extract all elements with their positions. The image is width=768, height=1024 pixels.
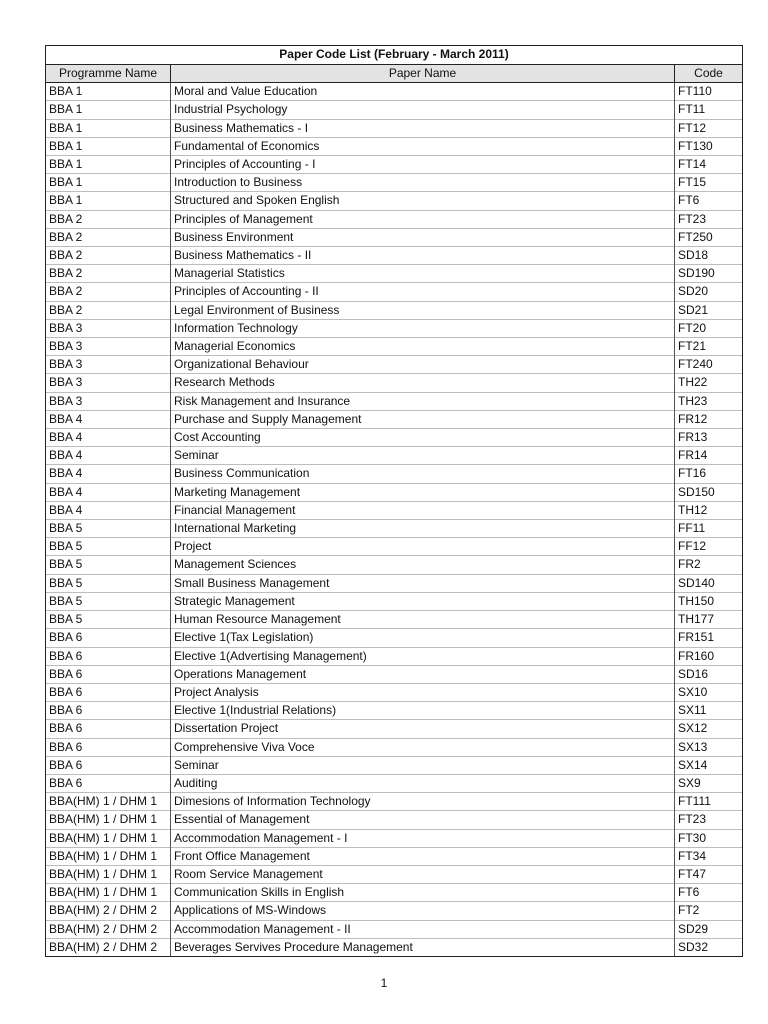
table-row xyxy=(46,611,743,629)
paper-name-cell: Project xyxy=(171,538,675,556)
paper-name-cell: Operations Management xyxy=(171,665,675,683)
paper-name-cell: Applications of MS-Windows xyxy=(171,902,675,920)
paper-name-cell: Communication Skills in English xyxy=(171,884,675,902)
code-cell: FT23 xyxy=(675,210,743,228)
paper-name-cell: Seminar xyxy=(171,756,675,774)
code-cell: FF12 xyxy=(675,538,743,556)
programme-cell: BBA 1 xyxy=(46,174,171,192)
programme-cell: BBA 5 xyxy=(46,538,171,556)
paper-name-cell: Information Technology xyxy=(171,319,675,337)
code-cell: FR13 xyxy=(675,429,743,447)
paper-name-cell: Business Mathematics - I xyxy=(171,119,675,137)
table-row xyxy=(46,774,743,792)
code-cell: FT20 xyxy=(675,319,743,337)
column-header-paper: Paper Name xyxy=(171,65,675,83)
table-row xyxy=(46,829,743,847)
programme-cell: BBA 1 xyxy=(46,119,171,137)
code-cell: FT130 xyxy=(675,137,743,155)
programme-cell: BBA 6 xyxy=(46,683,171,701)
code-cell: FT23 xyxy=(675,811,743,829)
paper-name-cell: International Marketing xyxy=(171,520,675,538)
paper-name-cell: Elective 1(Advertising Management) xyxy=(171,647,675,665)
programme-cell: BBA 6 xyxy=(46,774,171,792)
code-cell: FR151 xyxy=(675,629,743,647)
code-cell: FR12 xyxy=(675,410,743,428)
programme-cell: BBA(HM) 2 / DHM 2 xyxy=(46,902,171,920)
table-row xyxy=(46,429,743,447)
paper-name-cell: Business Mathematics - II xyxy=(171,247,675,265)
paper-name-cell: Structured and Spoken English xyxy=(171,192,675,210)
code-cell: FT16 xyxy=(675,465,743,483)
programme-cell: BBA(HM) 2 / DHM 2 xyxy=(46,938,171,956)
paper-name-cell: Fundamental of Economics xyxy=(171,137,675,155)
table-title: Paper Code List (February - March 2011) xyxy=(46,46,743,65)
programme-cell: BBA 1 xyxy=(46,101,171,119)
code-cell: TH22 xyxy=(675,374,743,392)
paper-name-cell: Managerial Economics xyxy=(171,338,675,356)
code-cell: FT6 xyxy=(675,884,743,902)
paper-name-cell: Comprehensive Viva Voce xyxy=(171,738,675,756)
paper-name-cell: Strategic Management xyxy=(171,592,675,610)
programme-cell: BBA 1 xyxy=(46,137,171,155)
table-row xyxy=(46,902,743,920)
programme-cell: BBA 4 xyxy=(46,447,171,465)
table-row xyxy=(46,629,743,647)
table-row xyxy=(46,319,743,337)
code-cell: TH12 xyxy=(675,501,743,519)
code-cell: FT6 xyxy=(675,192,743,210)
code-cell: SD32 xyxy=(675,938,743,956)
paper-name-cell: Business Environment xyxy=(171,228,675,246)
column-header-programme: Programme Name xyxy=(46,65,171,83)
table-row xyxy=(46,101,743,119)
programme-cell: BBA 6 xyxy=(46,629,171,647)
table-row xyxy=(46,483,743,501)
code-cell: SX13 xyxy=(675,738,743,756)
paper-name-cell: Management Sciences xyxy=(171,556,675,574)
programme-cell: BBA 3 xyxy=(46,338,171,356)
table-row xyxy=(46,301,743,319)
code-cell: FT11 xyxy=(675,101,743,119)
paper-name-cell: Beverages Servives Procedure Management xyxy=(171,938,675,956)
paper-name-cell: Principles of Management xyxy=(171,210,675,228)
table-row xyxy=(46,520,743,538)
programme-cell: BBA 6 xyxy=(46,738,171,756)
code-cell: SD140 xyxy=(675,574,743,592)
code-cell: SX10 xyxy=(675,683,743,701)
code-cell: FT34 xyxy=(675,847,743,865)
paper-name-cell: Industrial Psychology xyxy=(171,101,675,119)
table-body xyxy=(46,83,743,957)
programme-cell: BBA(HM) 1 / DHM 1 xyxy=(46,829,171,847)
paper-name-cell: Dimesions of Information Technology xyxy=(171,793,675,811)
table-row xyxy=(46,811,743,829)
table-row xyxy=(46,847,743,865)
code-cell: FT30 xyxy=(675,829,743,847)
paper-name-cell: Cost Accounting xyxy=(171,429,675,447)
paper-name-cell: Project Analysis xyxy=(171,683,675,701)
column-header-row xyxy=(46,65,743,83)
code-cell: FT47 xyxy=(675,865,743,883)
code-cell: FR2 xyxy=(675,556,743,574)
table-row xyxy=(46,884,743,902)
column-header-code: Code xyxy=(675,65,743,83)
programme-cell: BBA 3 xyxy=(46,356,171,374)
programme-cell: BBA 5 xyxy=(46,520,171,538)
code-cell: FR14 xyxy=(675,447,743,465)
programme-cell: BBA(HM) 1 / DHM 1 xyxy=(46,884,171,902)
code-cell: TH23 xyxy=(675,392,743,410)
programme-cell: BBA 5 xyxy=(46,611,171,629)
table-row xyxy=(46,265,743,283)
paper-name-cell: Purchase and Supply Management xyxy=(171,410,675,428)
code-cell: TH150 xyxy=(675,592,743,610)
table-row xyxy=(46,738,743,756)
paper-name-cell: Essential of Management xyxy=(171,811,675,829)
code-cell: SD21 xyxy=(675,301,743,319)
paper-code-sheet xyxy=(45,45,742,957)
table-row xyxy=(46,410,743,428)
paper-name-cell: Managerial Statistics xyxy=(171,265,675,283)
paper-name-cell: Accommodation Management - II xyxy=(171,920,675,938)
paper-name-cell: Principles of Accounting - II xyxy=(171,283,675,301)
code-cell: FT240 xyxy=(675,356,743,374)
table-row xyxy=(46,247,743,265)
programme-cell: BBA 6 xyxy=(46,702,171,720)
paper-name-cell: Organizational Behaviour xyxy=(171,356,675,374)
table-row xyxy=(46,356,743,374)
code-cell: SX11 xyxy=(675,702,743,720)
paper-name-cell: Human Resource Management xyxy=(171,611,675,629)
page-number: 1 xyxy=(380,976,388,990)
table-row xyxy=(46,538,743,556)
code-cell: FR160 xyxy=(675,647,743,665)
programme-cell: BBA 6 xyxy=(46,665,171,683)
programme-cell: BBA 6 xyxy=(46,647,171,665)
table-row xyxy=(46,720,743,738)
code-cell: SX12 xyxy=(675,720,743,738)
table-row xyxy=(46,501,743,519)
programme-cell: BBA(HM) 1 / DHM 1 xyxy=(46,865,171,883)
table-row xyxy=(46,447,743,465)
table-row xyxy=(46,392,743,410)
programme-cell: BBA 4 xyxy=(46,465,171,483)
programme-cell: BBA 3 xyxy=(46,319,171,337)
paper-name-cell: Introduction to Business xyxy=(171,174,675,192)
code-cell: SD150 xyxy=(675,483,743,501)
programme-cell: BBA(HM) 1 / DHM 1 xyxy=(46,793,171,811)
code-cell: SD29 xyxy=(675,920,743,938)
paper-code-table xyxy=(45,45,743,957)
programme-cell: BBA 5 xyxy=(46,556,171,574)
code-cell: FT110 xyxy=(675,83,743,101)
table-row xyxy=(46,865,743,883)
programme-cell: BBA 5 xyxy=(46,574,171,592)
programme-cell: BBA(HM) 1 / DHM 1 xyxy=(46,847,171,865)
code-cell: SX14 xyxy=(675,756,743,774)
code-cell: FT2 xyxy=(675,902,743,920)
table-row xyxy=(46,156,743,174)
paper-name-cell: Small Business Management xyxy=(171,574,675,592)
programme-cell: BBA 3 xyxy=(46,374,171,392)
code-cell: SD18 xyxy=(675,247,743,265)
programme-cell: BBA 2 xyxy=(46,247,171,265)
table-title-row xyxy=(46,46,743,65)
paper-name-cell: Principles of Accounting - I xyxy=(171,156,675,174)
table-row xyxy=(46,574,743,592)
paper-name-cell: Risk Management and Insurance xyxy=(171,392,675,410)
code-cell: TH177 xyxy=(675,611,743,629)
code-cell: FF11 xyxy=(675,520,743,538)
programme-cell: BBA 1 xyxy=(46,156,171,174)
table-row xyxy=(46,119,743,137)
paper-name-cell: Elective 1(Tax Legislation) xyxy=(171,629,675,647)
programme-cell: BBA 1 xyxy=(46,83,171,101)
paper-name-cell: Elective 1(Industrial Relations) xyxy=(171,702,675,720)
table-row xyxy=(46,283,743,301)
programme-cell: BBA 4 xyxy=(46,483,171,501)
paper-name-cell: Room Service Management xyxy=(171,865,675,883)
programme-cell: BBA 4 xyxy=(46,410,171,428)
table-row xyxy=(46,374,743,392)
programme-cell: BBA 2 xyxy=(46,228,171,246)
table-row xyxy=(46,702,743,720)
table-row xyxy=(46,592,743,610)
table-row xyxy=(46,83,743,101)
table-row xyxy=(46,665,743,683)
programme-cell: BBA(HM) 2 / DHM 2 xyxy=(46,920,171,938)
programme-cell: BBA 6 xyxy=(46,756,171,774)
paper-name-cell: Auditing xyxy=(171,774,675,792)
code-cell: SD20 xyxy=(675,283,743,301)
programme-cell: BBA 4 xyxy=(46,429,171,447)
paper-name-cell: Business Communication xyxy=(171,465,675,483)
table-row xyxy=(46,793,743,811)
table-row xyxy=(46,210,743,228)
programme-cell: BBA 2 xyxy=(46,301,171,319)
table-row xyxy=(46,647,743,665)
paper-name-cell: Financial Management xyxy=(171,501,675,519)
programme-cell: BBA 6 xyxy=(46,720,171,738)
code-cell: FT111 xyxy=(675,793,743,811)
table-row xyxy=(46,465,743,483)
paper-name-cell: Moral and Value Education xyxy=(171,83,675,101)
code-cell: SD190 xyxy=(675,265,743,283)
programme-cell: BBA 2 xyxy=(46,210,171,228)
programme-cell: BBA 3 xyxy=(46,392,171,410)
code-cell: SD16 xyxy=(675,665,743,683)
paper-name-cell: Research Methods xyxy=(171,374,675,392)
code-cell: FT250 xyxy=(675,228,743,246)
programme-cell: BBA 5 xyxy=(46,592,171,610)
paper-name-cell: Marketing Management xyxy=(171,483,675,501)
paper-name-cell: Seminar xyxy=(171,447,675,465)
paper-name-cell: Front Office Management xyxy=(171,847,675,865)
table-row xyxy=(46,192,743,210)
table-row xyxy=(46,938,743,956)
table-row xyxy=(46,137,743,155)
programme-cell: BBA(HM) 1 / DHM 1 xyxy=(46,811,171,829)
code-cell: FT14 xyxy=(675,156,743,174)
programme-cell: BBA 1 xyxy=(46,192,171,210)
code-cell: FT12 xyxy=(675,119,743,137)
paper-name-cell: Accommodation Management - I xyxy=(171,829,675,847)
programme-cell: BBA 2 xyxy=(46,283,171,301)
programme-cell: BBA 4 xyxy=(46,501,171,519)
table-row xyxy=(46,174,743,192)
table-row xyxy=(46,556,743,574)
code-cell: SX9 xyxy=(675,774,743,792)
table-row xyxy=(46,756,743,774)
code-cell: FT15 xyxy=(675,174,743,192)
paper-name-cell: Legal Environment of Business xyxy=(171,301,675,319)
programme-cell: BBA 2 xyxy=(46,265,171,283)
table-row xyxy=(46,338,743,356)
table-row xyxy=(46,228,743,246)
table-row xyxy=(46,920,743,938)
code-cell: FT21 xyxy=(675,338,743,356)
paper-name-cell: Dissertation Project xyxy=(171,720,675,738)
table-row xyxy=(46,683,743,701)
